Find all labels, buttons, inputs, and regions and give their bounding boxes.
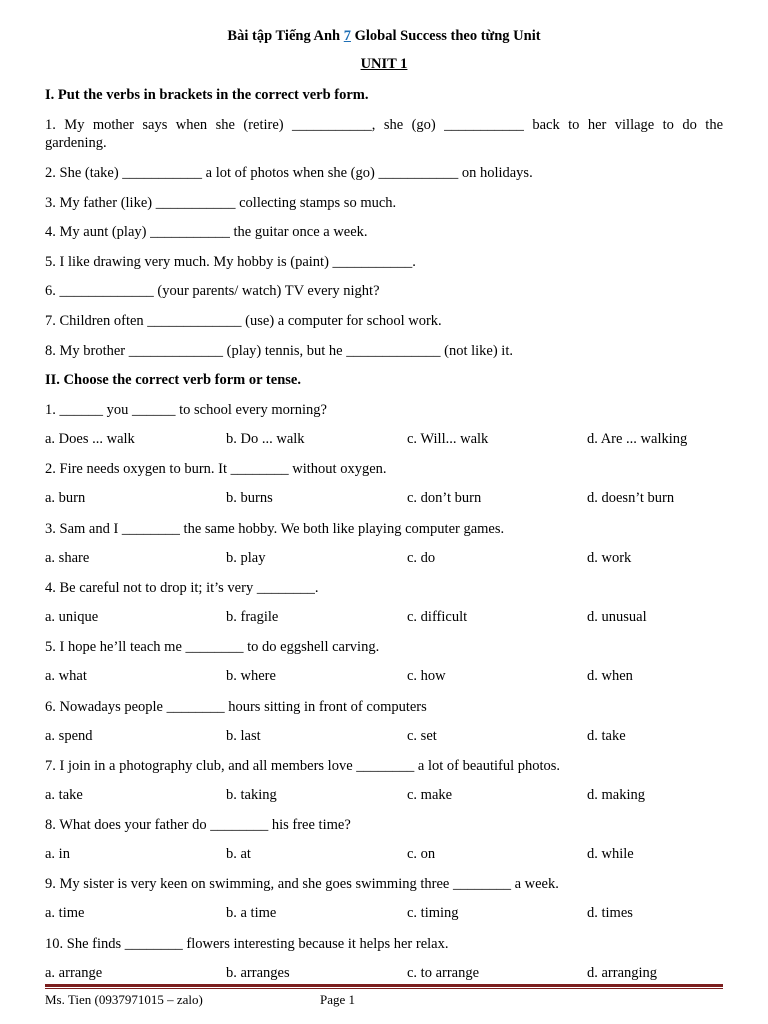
s2-question-1-option-d: d. Are ... walking (587, 431, 688, 447)
s2-question-9-option-a: a. time (45, 905, 85, 921)
section2-heading: II. Choose the correct verb form or tense. (45, 372, 301, 388)
s1-question-4: 4. My aunt (play) ___________ the guitar once a week. (45, 224, 368, 240)
s2-question-2-option-d: d. doesn’t burn (587, 490, 675, 506)
s1-question-3: 3. My father (like) ___________ collecting stamps so much. (45, 195, 397, 211)
s2-question-3-option-a: a. share (45, 550, 90, 566)
s2-question-5: 5. I hope he’ll teach me ________ to do eggshell carving. (45, 639, 380, 655)
s2-question-9-option-b: b. a time (226, 905, 277, 921)
s2-question-8: 8. What does your father do ________ his free time? (45, 817, 351, 833)
footer-author: Ms. Tien (0937971015 – zalo) (45, 992, 203, 1007)
s2-question-6-option-a: a. spend (45, 728, 93, 744)
unit-heading: UNIT 1 (360, 56, 408, 72)
footer-rule-thin (45, 988, 723, 989)
s2-question-6-option-c: c. set (407, 728, 437, 744)
s2-question-4-option-a: a. unique (45, 609, 99, 625)
s2-question-4-option-d: d. unusual (587, 609, 647, 625)
s2-question-1: 1. ______ you ______ to school every morning? (45, 402, 327, 418)
s1-question-1-line2: gardening. (45, 135, 107, 151)
s2-question-2-option-c: c. don’t burn (407, 490, 482, 506)
s2-question-6: 6. Nowadays people ________ hours sitting in front of computers (45, 699, 427, 715)
s2-question-1-option-c: c. Will... walk (407, 431, 489, 447)
s2-question-10: 10. She finds ________ flowers interesting because it helps her relax. (45, 936, 449, 952)
s2-question-8-option-b: b. at (226, 846, 251, 862)
s2-question-3-option-d: d. work (587, 550, 632, 566)
s2-question-7-option-c: c. make (407, 787, 453, 803)
s1-question-8: 8. My brother _____________ (play) tennis, but he _____________ (not like) it. (45, 343, 513, 359)
s2-question-7-option-d: d. making (587, 787, 645, 803)
s2-question-10-option-a: a. arrange (45, 965, 103, 981)
s2-question-8-option-c: c. on (407, 846, 436, 862)
s2-question-7-option-a: a. take (45, 787, 83, 803)
s2-question-4-option-c: c. difficult (407, 609, 468, 625)
s2-question-2-option-b: b. burns (226, 490, 273, 506)
s2-question-9-option-d: d. times (587, 905, 633, 921)
footer-rule-thick (45, 984, 723, 987)
s2-question-6-option-b: b. last (226, 728, 261, 744)
s2-question-1-option-a: a. Does ... walk (45, 431, 135, 447)
s1-question-7: 7. Children often _____________ (use) a computer for school work. (45, 313, 442, 329)
section1-heading: I. Put the verbs in brackets in the correct verb form. (45, 87, 369, 103)
s2-question-10-option-b: b. arranges (226, 965, 290, 981)
page-title (45, 28, 723, 45)
s2-question-5-option-b: b. where (226, 668, 276, 684)
s2-question-3: 3. Sam and I ________ the same hobby. We both like playing computer games. (45, 521, 505, 537)
s2-question-5-option-a: a. what (45, 668, 87, 684)
s2-question-3-option-b: b. play (226, 550, 266, 566)
s2-question-5-option-d: d. when (587, 668, 633, 684)
s2-question-2: 2. Fire needs oxygen to burn. It ________ without oxygen. (45, 461, 387, 477)
s1-question-5: 5. I like drawing very much. My hobby is (paint) ___________. (45, 254, 416, 270)
s2-question-8-option-a: a. in (45, 846, 70, 862)
s2-question-5-option-c: c. how (407, 668, 446, 684)
s2-question-8-option-d: d. while (587, 846, 634, 862)
s2-question-10-option-d: d. arranging (587, 965, 658, 981)
s2-question-7-option-b: b. taking (226, 787, 277, 803)
footer-page-number: Page 1 (320, 992, 356, 1007)
s2-question-2-option-a: a. burn (45, 490, 86, 506)
s2-question-4-option-b: b. fragile (226, 609, 279, 625)
s1-question-1-line1: 1. My mother says when she (retire) ___________, she (go) ___________ back to her village to do the (45, 117, 723, 133)
s2-question-6-option-d: d. take (587, 728, 626, 744)
title-link[interactable]: 7 (343, 28, 351, 44)
s1-question-2: 2. She (take) ___________ a lot of photos when she (go) ___________ on holidays. (45, 165, 533, 181)
s2-question-9: 9. My sister is very keen on swimming, and she goes swimming three ________ a week. (45, 876, 559, 892)
s2-question-4: 4. Be careful not to drop it; it’s very ________. (45, 580, 319, 596)
s2-question-1-option-b: b. Do ... walk (226, 431, 305, 447)
s1-question-6: 6. _____________ (your parents/ watch) TV every night? (45, 283, 380, 299)
s2-question-7: 7. I join in a photography club, and all members love ________ a lot of beautiful photos. (45, 758, 561, 774)
title-text-after: Global Success theo từng Unit (351, 28, 541, 44)
s2-question-9-option-c: c. timing (407, 905, 459, 921)
s2-question-3-option-c: c. do (407, 550, 436, 566)
s2-question-10-option-c: c. to arrange (407, 965, 480, 981)
title-text-before: Bài tập Tiếng Anh (227, 28, 344, 44)
